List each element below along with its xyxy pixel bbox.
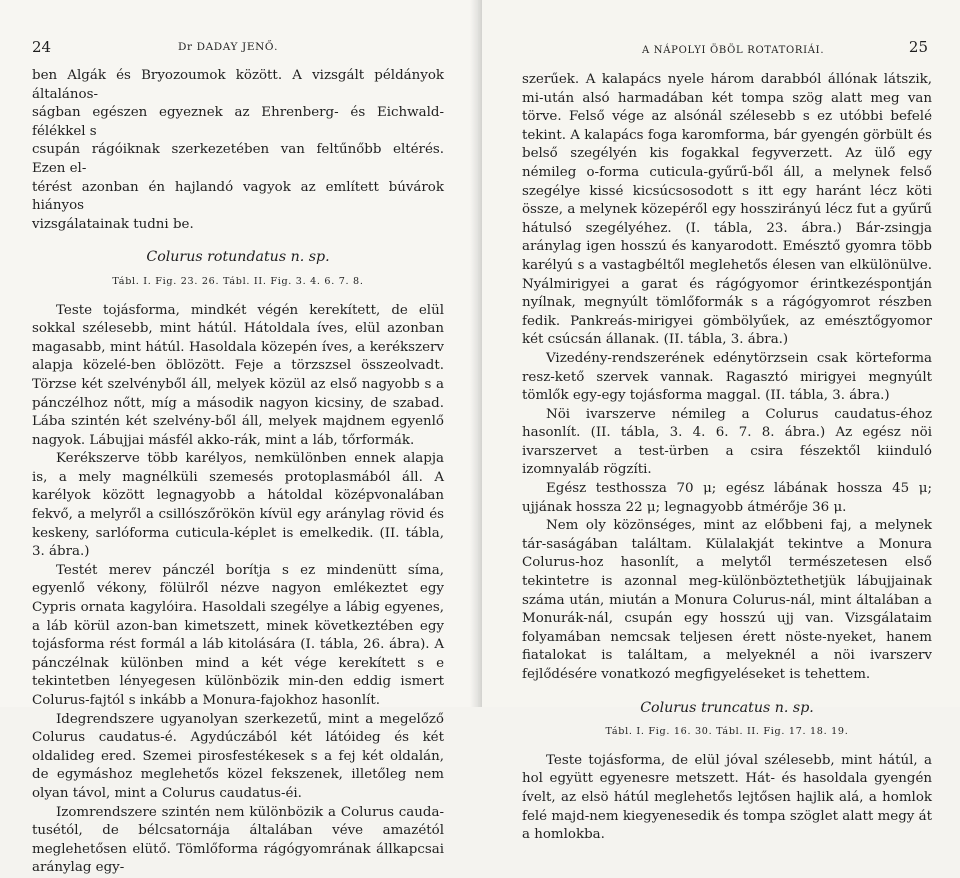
running-header: A NÁPOLYI ÖBÖL ROTATORIÁI. bbox=[642, 45, 825, 56]
left-page-body bbox=[32, 67, 444, 878]
body-paragraph: Nöi ivarszerve némileg a Colurus caudatus-éhoz hasonlít. (II. tábla, 3. 4. 6. 7. 8. ábra.) Az egész nöi ivarszervet a test-ürben a csira fészektől kiinduló izomnyaláb rögzíti. bbox=[522, 406, 932, 478]
body-paragraph: Idegrendszere ugyanolyan szerkezetű, mint a megelőző Colurus caudatus-é. Agydúczából két látóideg és két oldalideg ered. Szemei pirosfestékesek s a fej két oldalán, de egymáshoz meglehetős közel fekszenek, illetőleg nem olyan távol, mint a Colurus caudatus-éi. bbox=[32, 711, 444, 801]
running-header: Dr DADAY JENŐ. bbox=[178, 41, 279, 53]
body-paragraph: Egész testhossza 70 μ; egész lábának hossza 45 μ; ujjának hossza 22 μ; legnagyobb átmérője 36 μ. bbox=[522, 481, 932, 515]
plate-reference: Tábl. I. Fig. 23. 26. Tábl. II. Fig. 3. 4. 6. 7. 8. bbox=[112, 275, 364, 287]
left-page bbox=[0, 0, 478, 876]
plate-reference: Tábl. I. Fig. 16. 30. Tábl. II. Fig. 17. 18. 19. bbox=[605, 726, 849, 738]
body-paragraph: Teste tojásforma, mindkét végén kerekített, de elül sokkal szélesebb, mint hátúl. Hátoldala íves, elül azonban magasabb, mint hátúl. Hasoldala közepén íves, a kerékszerv alapja közelé-ben öblözött. Feje a törzszsel összeolvadt. Törzse két szelvényből áll, melyek közül az első nagyobb s a pánczélhoz nőtt, míg a második nagyon kicsiny, de szabad. Lába szintén két szelvény-ből áll, melyek majdnem egyenlő nagyok. Lábujjai másfél akko-rák, mint a láb, tőrformák. bbox=[32, 302, 444, 448]
body-paragraph: Nem oly közönséges, mint az előbbeni faj, a melynek tár-saságában találtam. Külalakját tekintve a Monura Colurus-hoz hasonlít, a melytől természetesen első tekintetre is azonnal meg-különböztethetjük lábujjainak száma után, miután a Monura Colurus-nál, mint általában a Monurák-nál, csupán egy hosszú ujj van. Vizsgálataim folyamában nemcsak teljesen érett nöste-nyeket, hanem fiatalokat is találtam, a melyeknél a nöi ivarszerv fejlődésére vonatkozó megfigyeléseket is tehettem. bbox=[522, 518, 932, 682]
page-number: 24 bbox=[32, 38, 52, 56]
body-paragraph: Teste tojásforma, de elül jóval szélesebb, mint hátúl, a hol együtt egyenesre metszett. Hát- és hasoldala gyengén ívelt, az elsö hátúl meglehetős lejtősen hajlik alá, a homlok felé majd-nem kiegyenesedik és tompa szöglet alatt megy át a homlokba. bbox=[522, 752, 932, 843]
continuation-line: vizsgálatainak tudni be. bbox=[32, 216, 194, 232]
right-page-body bbox=[522, 71, 932, 845]
continuation-line: ságban egészen egyeznek az Ehrenberg- és Eichwald-félékkel s bbox=[32, 105, 444, 139]
page-number: 25 bbox=[908, 38, 928, 56]
body-paragraph: szerűek. A kalapács nyele három darabból állónak látszik, mi-után alsó harmadában két tompa szög alatt meg van törve. Felső vége az alsónál szélesebb s ez utóbbi befelé tekint. A kalapács foga karomforma, bár gyengén görbült és belső szegélyén kis fogakkal fegyverzett. Az ülő egy némileg o-forma cuticula-gyűrű-ből áll, a melynek felső szegélye kissé kicsúcsosodott s itt egy haránt lécz köti össze, a melynek közepéről egy hosszirányú lécz fut a gyűrű hátulsó szegélyéhez. (I. tábla, 23. ábra.) Bár-zsingja aránylag igen hosszú és kanyarodott. Emésztő gyomra több karélyú s a vastagbéltől meglehetős élesen van elkülönülve. Nyálmirigyei a garat és rágógyomor érintkezéspontján nyílnak, megnyúlt tömlőformák s a rágógyomrot részben fedik. Pankreás-mirigyei gömbölyűek, az emésztőgyomor két csúcsán állanak. (II. tábla, 3. ábra.) bbox=[522, 72, 932, 348]
body-paragraph: Izomrendszere szintén nem különbözik a Colurus cauda-tusétól, de bélcsatornája általában véve amazétól meglehetősen elütő. Tömlőforma rágógyomrának állkapcsai aránylag egy- bbox=[32, 804, 444, 876]
continuation-line: ben Algák és Bryozoumok között. A vizsgált példányok általános- bbox=[32, 68, 444, 102]
body-paragraph: Vizedény-rendszerének edénytörzsein csak körteforma resz-kető szervek vannak. Ragasztó mirigyei megnyúlt tömlők egy-egy tojásforma maggal. (II. tábla, 3. ábra.) bbox=[522, 350, 932, 404]
continuation-line: csupán rágóiknak szerkezetében van feltűnőbb eltérés. Ezen el- bbox=[32, 142, 444, 176]
species-title: Colurus rotundatus n. sp. bbox=[146, 249, 330, 266]
body-paragraph: Testét merev pánczél borítja s ez mindenütt síma, egyenlő vékony, fölülről nézve nagyon emlékeztet egy Cypris ornata kagylóira. Hasoldali szegélye a lábig egyenes, a láb körül azon-ban kimetszett, minek következtében egy tojásforma rést formál a láb kitolására (I. tábla, 26. ábra). A pánczélnak különben mind a két vége kerekített s e tekintetben lényegesen különbözik min-den eddig ismert Colurus-fajtól s inkább a Monura-fajokhoz hasonlít. bbox=[32, 562, 444, 708]
body-paragraph: Kerékszerve több karélyos, nemkülönben ennek alapja is, a mely magnélküli szemesés protoplasmából áll. A karélyok között legnagyobb a hátoldal középvonalában fekvő, a melyről a csillószőrökön kívül egy aránylag rövid és keskeny, sarlóforma cuticula-képlet is emelkedik. (II. tábla, 3. ábra.) bbox=[32, 451, 444, 560]
species-title: Colurus truncatus n. sp. bbox=[640, 699, 814, 716]
continuation-line: térést azonban én hajlandó vagyok az említett búvárok hiányos bbox=[32, 179, 444, 214]
right-page bbox=[482, 0, 960, 843]
